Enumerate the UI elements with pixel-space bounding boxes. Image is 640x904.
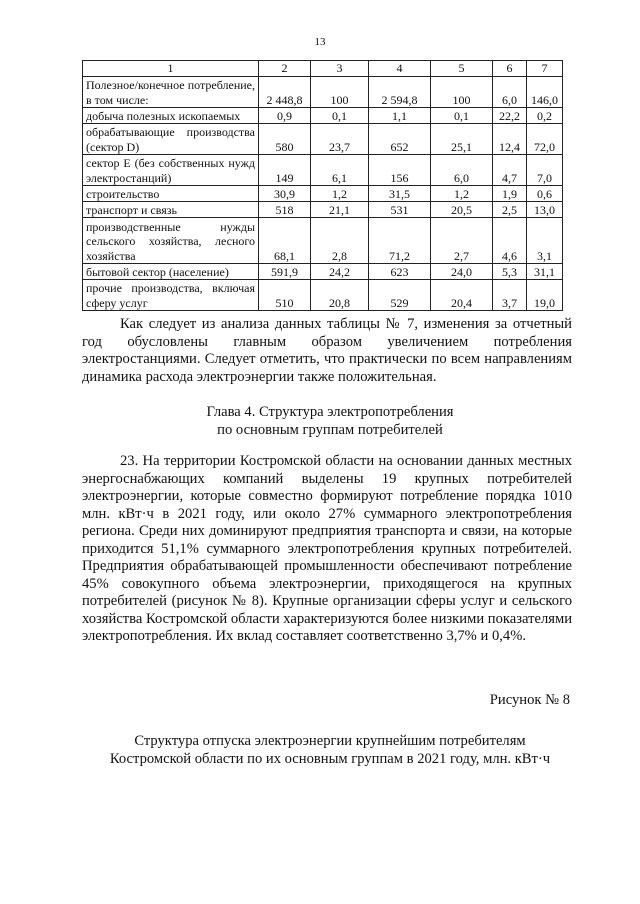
row-value: 0,1 (431, 108, 493, 124)
row-value: 4,6 (493, 218, 527, 264)
row-value: 518 (259, 202, 311, 218)
row-value: 510 (259, 280, 311, 311)
row-label: сектор Е (без собственных нужд электростанций) (83, 155, 259, 186)
row-value: 25,1 (431, 124, 493, 155)
row-value: 71,2 (369, 218, 431, 264)
row-value: 0,1 (311, 108, 369, 124)
table-header-row (83, 61, 563, 77)
chapter-heading-line-1: Глава 4. Структура электропотребления (206, 404, 454, 420)
row-value: 13,0 (527, 202, 563, 218)
column-header: 2 (259, 61, 311, 77)
column-header: 6 (493, 61, 527, 77)
row-label: транспорт и связь (83, 202, 259, 218)
row-value: 0,2 (527, 108, 563, 124)
row-value: 531 (369, 202, 431, 218)
column-header: 4 (369, 61, 431, 77)
row-label: Полезное/конечное потребление, в том числе: (83, 77, 259, 108)
row-label: производственные нужды сельского хозяйства, лесного хозяйства (83, 218, 259, 264)
column-header: 1 (83, 61, 259, 77)
row-value: 6,1 (311, 155, 369, 186)
table-row (83, 186, 563, 202)
table-row (83, 202, 563, 218)
table-row (83, 108, 563, 124)
row-value: 72,0 (527, 124, 563, 155)
row-value: 0,9 (259, 108, 311, 124)
row-value: 580 (259, 124, 311, 155)
row-value: 6,0 (493, 77, 527, 108)
row-value: 1,1 (369, 108, 431, 124)
column-header: 3 (311, 61, 369, 77)
row-value: 19,0 (527, 280, 563, 311)
row-value: 4,7 (493, 155, 527, 186)
column-header: 7 (527, 61, 563, 77)
row-value: 12,4 (493, 124, 527, 155)
row-value: 23,7 (311, 124, 369, 155)
row-value: 652 (369, 124, 431, 155)
row-value: 591,9 (259, 264, 311, 280)
figure-title-line-1: Структура отпуска электроэнергии крупнейшим потребителям (134, 733, 526, 749)
row-label: обрабатывающие производства (сектор D) (83, 124, 259, 155)
row-value: 20,4 (431, 280, 493, 311)
row-value: 5,3 (493, 264, 527, 280)
row-value: 1,2 (311, 186, 369, 202)
row-label: прочие производства, включая сферу услуг (83, 280, 259, 311)
row-value: 0,6 (527, 186, 563, 202)
row-value: 21,1 (311, 202, 369, 218)
table-row (83, 124, 563, 155)
chapter-heading-line-2: по основным группам потребителей (217, 421, 443, 438)
row-value: 20,8 (311, 280, 369, 311)
row-label: бытовой сектор (население) (83, 264, 259, 280)
row-label: строительство (83, 186, 259, 202)
consumption-table (82, 60, 563, 311)
row-value: 24,0 (431, 264, 493, 280)
row-value: 1,9 (493, 186, 527, 202)
row-value: 22,2 (493, 108, 527, 124)
row-value: 100 (431, 77, 493, 108)
table-row (83, 280, 563, 311)
row-value: 529 (369, 280, 431, 311)
table-row (83, 218, 563, 264)
row-value: 2 594,8 (369, 77, 431, 108)
row-value: 3,1 (527, 218, 563, 264)
row-value: 31,5 (369, 186, 431, 202)
row-label: добыча полезных ископаемых (83, 108, 259, 124)
row-value: 2,5 (493, 202, 527, 218)
row-value: 30,9 (259, 186, 311, 202)
figure-label: Рисунок № 8 (489, 692, 570, 708)
row-value: 68,1 (259, 218, 311, 264)
table-row (83, 264, 563, 280)
row-value: 2 448,8 (259, 77, 311, 108)
row-value: 156 (369, 155, 431, 186)
row-value: 7,0 (527, 155, 563, 186)
chapter-heading (60, 404, 600, 439)
row-value: 24,2 (311, 264, 369, 280)
paragraph-table-analysis: Как следует из анализа данных таблицы № 7, изменения за отчетный год обусловлены главным образом увеличением потребления электростанциями. Следует отметить, что практически по всем направлениям динамика расхода электроэнергии также положительная. (82, 316, 572, 385)
row-value: 100 (311, 77, 369, 108)
row-value: 146,0 (527, 77, 563, 108)
row-value: 3,7 (493, 280, 527, 311)
row-value: 2,7 (431, 218, 493, 264)
table-row (83, 77, 563, 108)
figure-title (60, 733, 600, 768)
row-value: 623 (369, 264, 431, 280)
page-number: 13 (314, 36, 326, 48)
row-value: 31,1 (527, 264, 563, 280)
row-value: 20,5 (431, 202, 493, 218)
row-value: 6,0 (431, 155, 493, 186)
table-row (83, 155, 563, 186)
figure-title-line-2: Костромской области по их основным группам в 2021 году, млн. кВт·ч (109, 750, 551, 767)
row-value: 1,2 (431, 186, 493, 202)
paragraph-large-consumers: 23. На территории Костромской области на основании данных местных энергоснабжающих компаний выделены 19 крупных потребителей электроэнергии, которые совместно формируют потребление порядка 1010 млн. кВт·ч в 2021 году, или около 27% суммарного электропотребления региона. Среди них доминируют предприятия транспорта и связи, на которые приходится 51,1% суммарного электропотребления крупных потребителей. Предприятия обрабатывающей промышленности обеспечивают потребление 45% совокупного объема электроэнергии, приходящегося на крупных потребителей (рисунок № 8). Крупные организации сферы услуг и сельского хозяйства Костромской области характеризуются более низкими показателями электропотребления. Их вклад составляет соответственно 3,7% и 0,4%. (82, 453, 572, 644)
column-header: 5 (431, 61, 493, 77)
row-value: 2,8 (311, 218, 369, 264)
row-value: 149 (259, 155, 311, 186)
